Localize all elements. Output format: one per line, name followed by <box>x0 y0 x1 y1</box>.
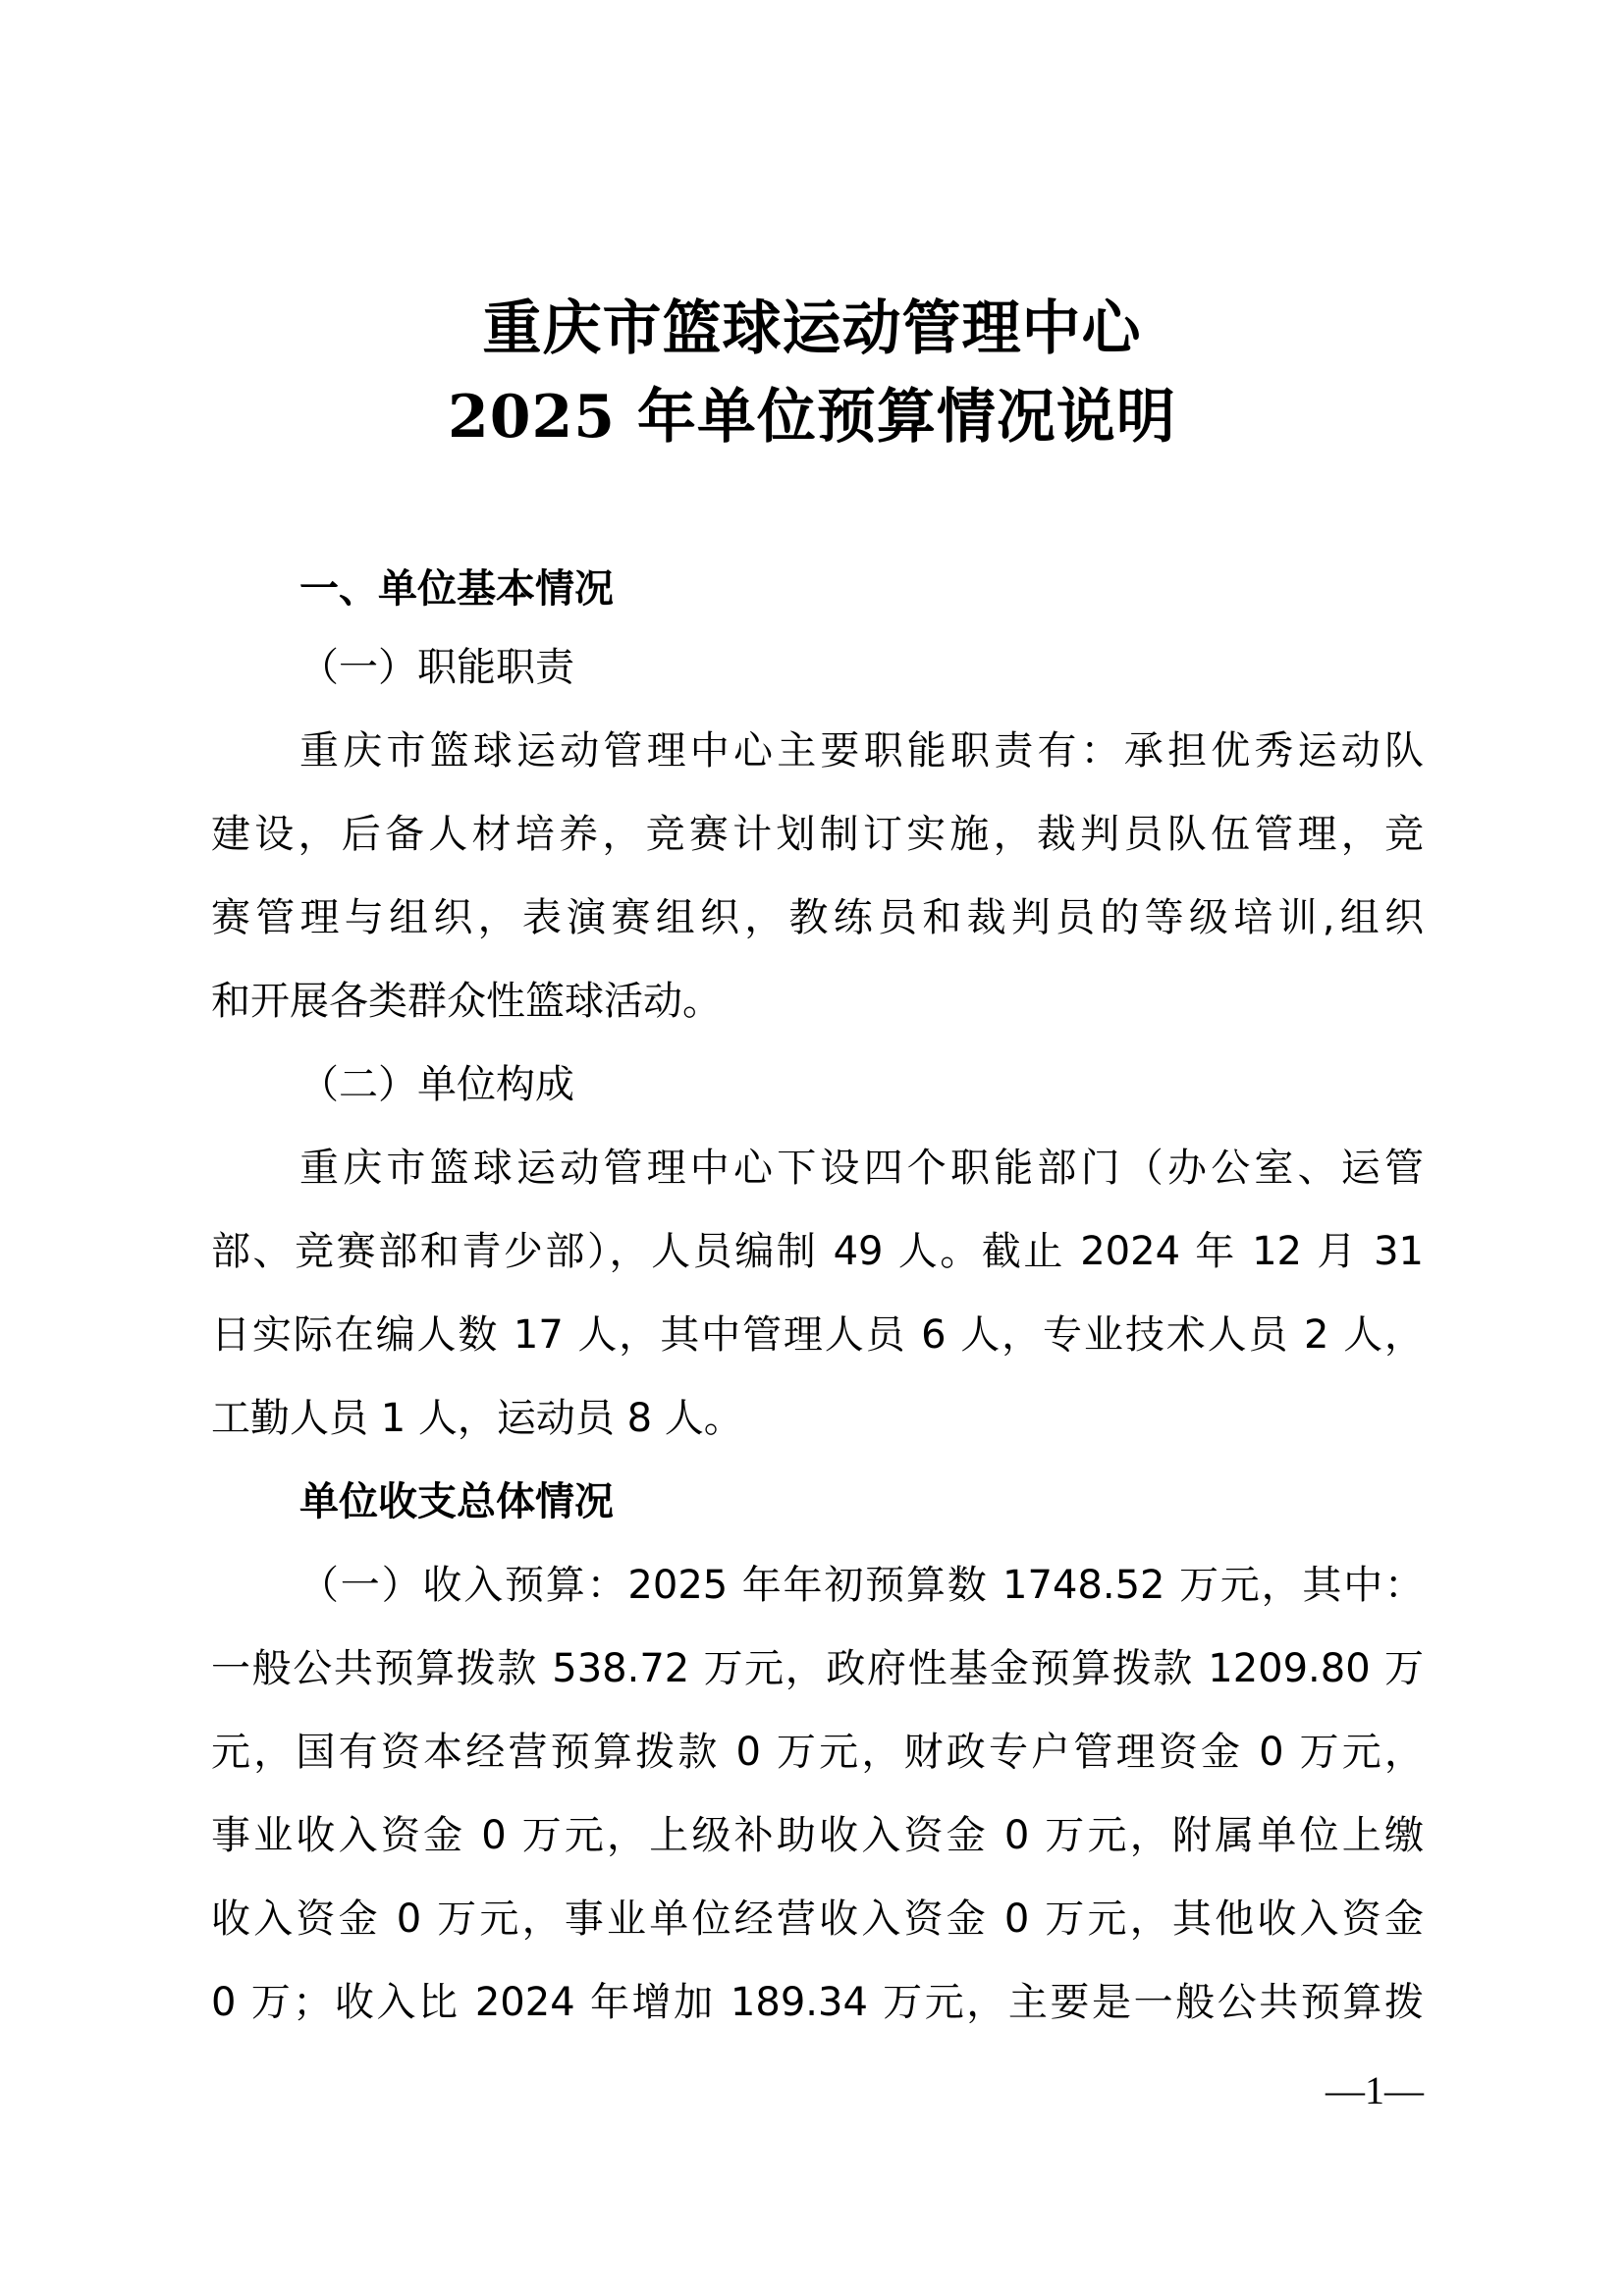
subsection-heading-functions: （一）职能职责 <box>299 645 574 690</box>
section-heading-basic-info: 一、单位基本情况 <box>299 566 614 612</box>
paragraph-line: 建设，后备人材培养，竞赛计划制订实施，裁判员队伍管理，竞 <box>211 812 1424 857</box>
paragraph-line: 0 万；收入比 2024 年增加 189.34 万元，主要是一般公共预算拨 <box>211 1980 1424 2025</box>
paragraph-line: （一）收入预算：2025 年年初预算数 1748.52 万元，其中： <box>299 1563 1424 1608</box>
paragraph-line: 和开展各类群众性篮球活动。 <box>211 979 722 1024</box>
paragraph-line: 重庆市篮球运动管理中心下设四个职能部门（办公室、运管 <box>299 1146 1424 1191</box>
paragraph-line: 日实际在编人数 17 人，其中管理人员 6 人，专业技术人员 2 人， <box>211 1312 1424 1358</box>
document-title-line2: 2025 年单位预算情况说明 <box>448 383 1176 452</box>
paragraph-line: 重庆市篮球运动管理中心主要职能职责有：承担优秀运动队 <box>299 728 1424 774</box>
section-heading-revenue-expenditure: 单位收支总体情况 <box>299 1479 614 1524</box>
paragraph-line: 工勤人员 1 人，运动员 8 人。 <box>211 1396 743 1441</box>
page-number: —1— <box>1326 2068 1424 2112</box>
document-title-line1: 重庆市篮球运动管理中心 <box>482 294 1142 363</box>
paragraph-line: 一般公共预算拨款 538.72 万元，政府性基金预算拨款 1209.80 万 <box>211 1646 1424 1691</box>
paragraph-line: 事业收入资金 0 万元，上级补助收入资金 0 万元，附属单位上缴 <box>211 1813 1424 1858</box>
paragraph-line: 元，国有资本经营预算拨款 0 万元，财政专户管理资金 0 万元， <box>211 1730 1424 1775</box>
paragraph-line: 赛管理与组织，表演赛组织，教练员和裁判员的等级培训,组织 <box>211 895 1424 940</box>
paragraph-line: 收入资金 0 万元，事业单位经营收入资金 0 万元，其他收入资金 <box>211 1896 1424 1942</box>
subsection-heading-composition: （二）单位构成 <box>299 1062 574 1107</box>
paragraph-line: 部、竞赛部和青少部），人员编制 49 人。截止 2024 年 12 月 31 <box>211 1229 1424 1274</box>
